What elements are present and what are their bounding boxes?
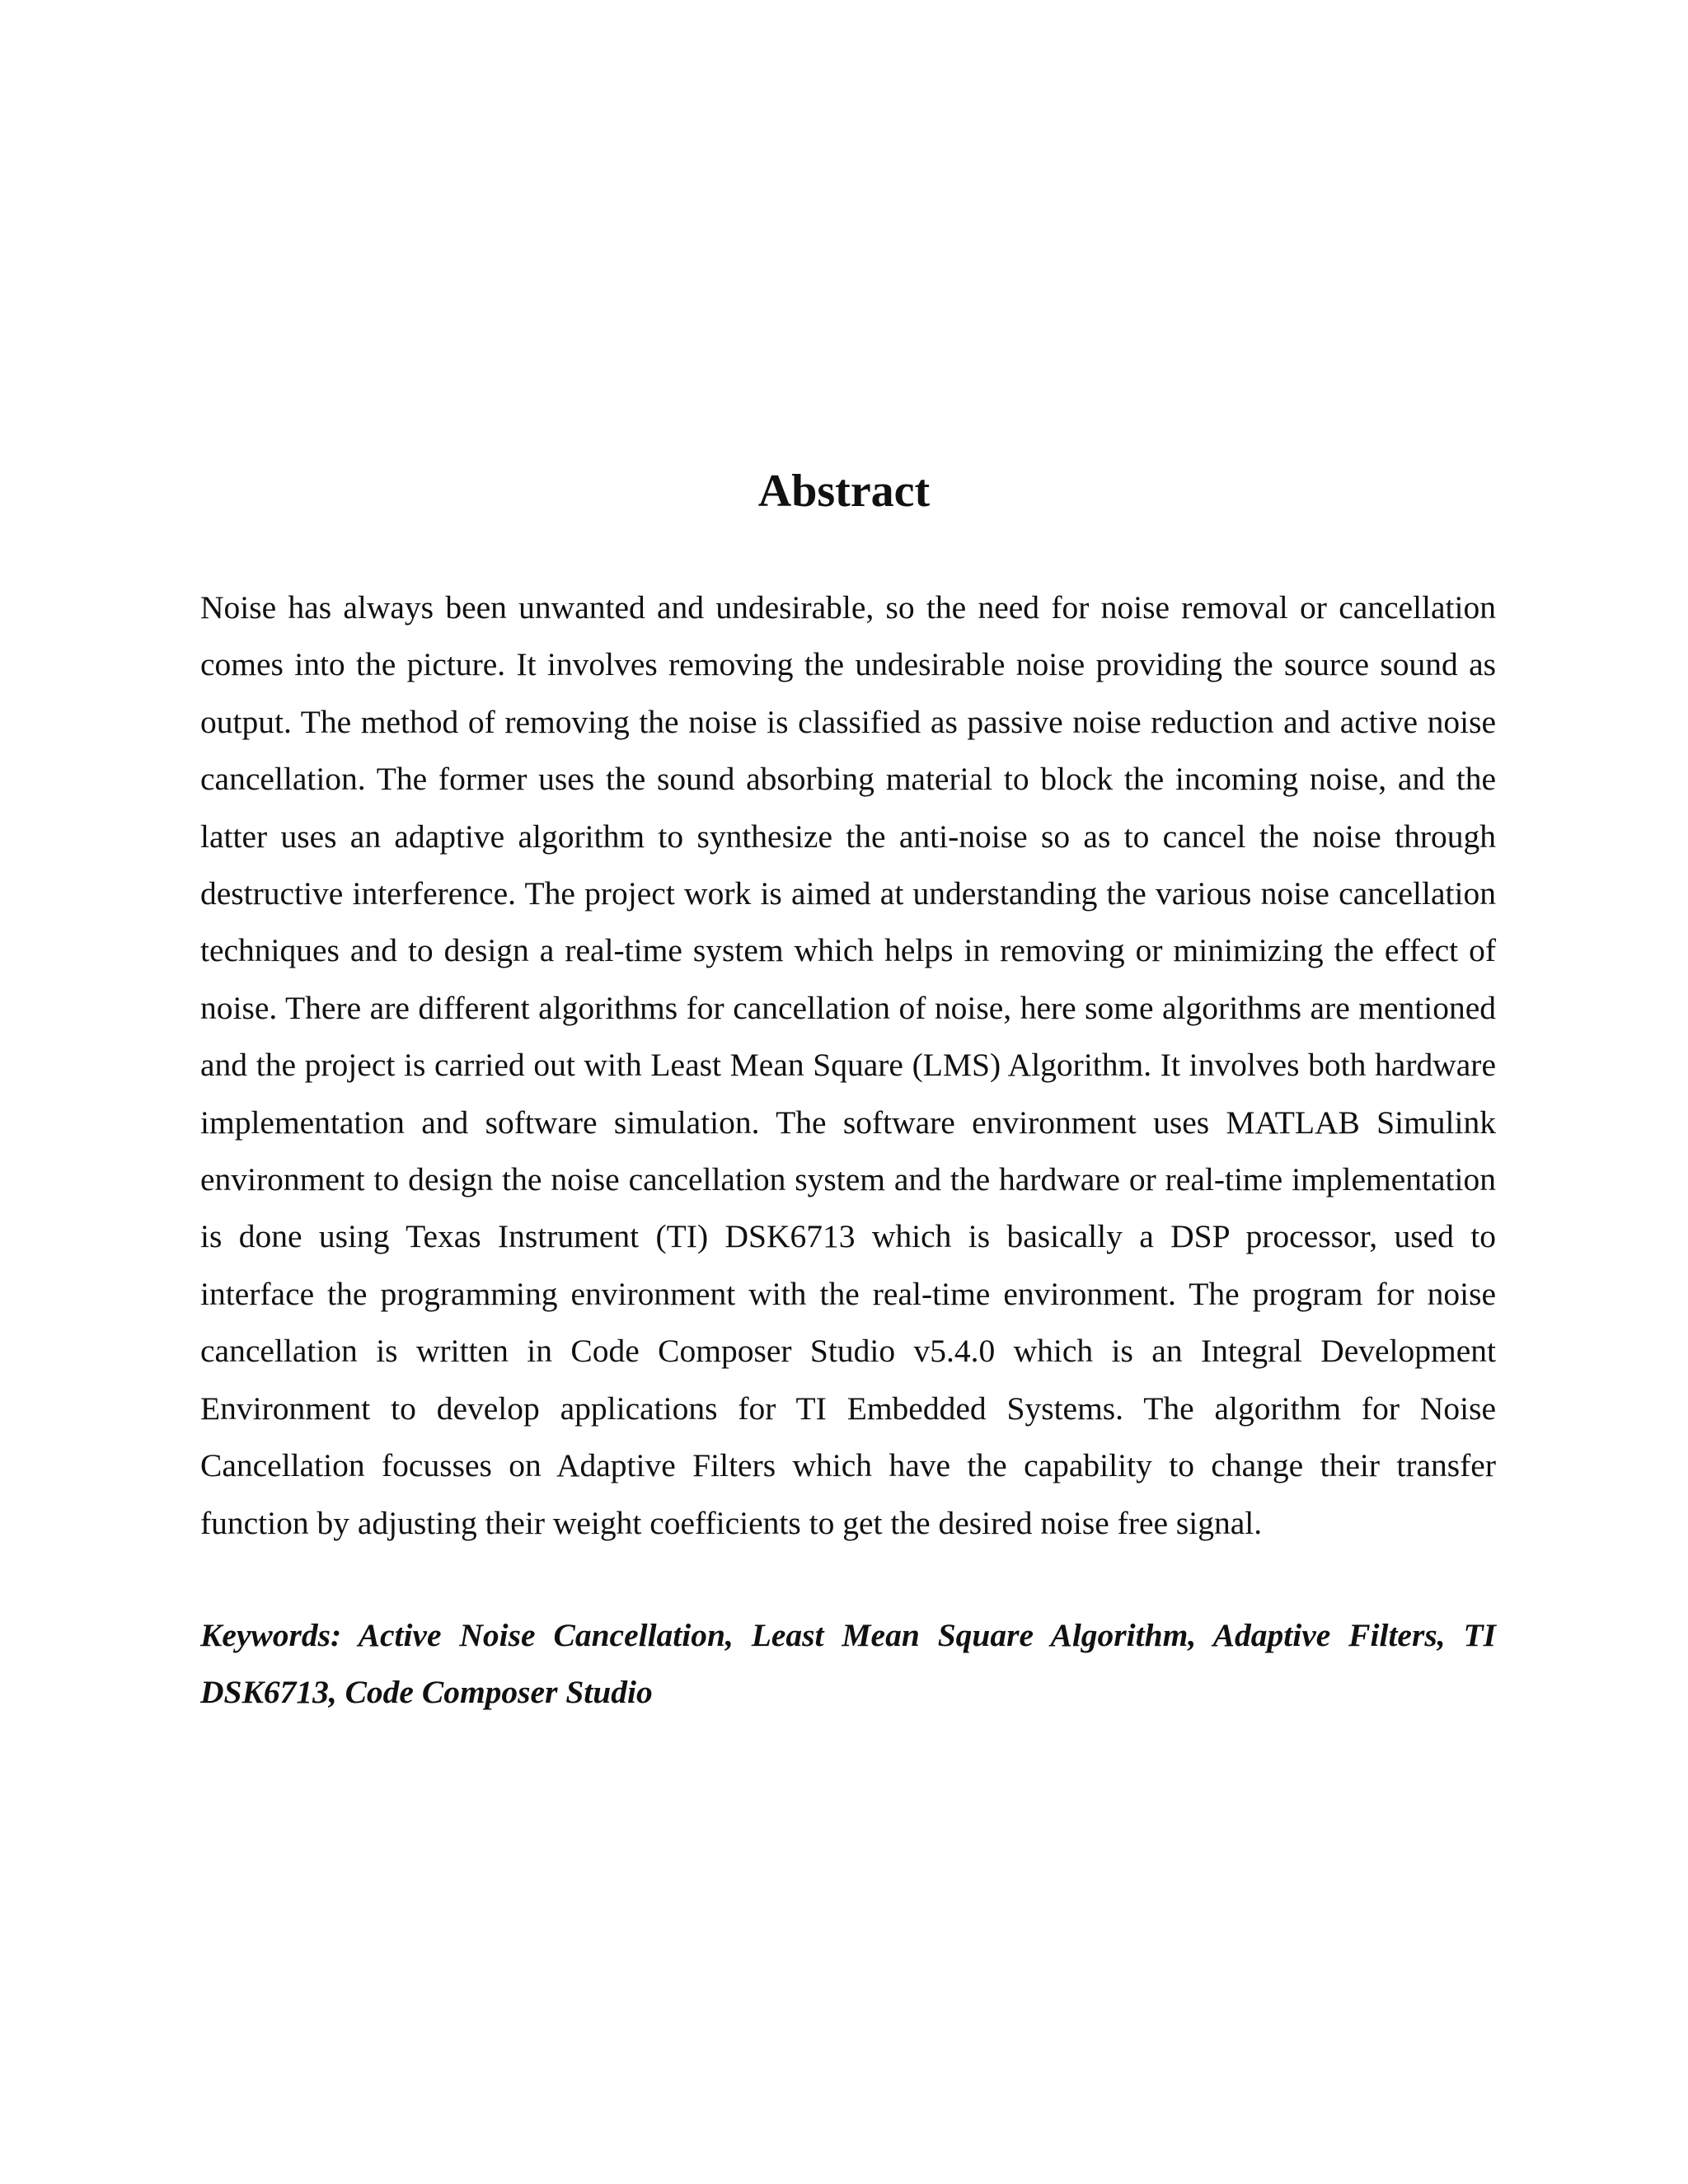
abstract-paragraph: Noise has always been unwanted and undesirable, so the need for noise removal or cancellation comes into the picture. It involves removing the undesirable noise providing the source sound as output. The method of removing the noise is classified as passive noise reduction and active noise cancellation. The former uses the sound absorbing material to block the incoming noise, and the latter uses an adaptive algorithm to synthesize the anti-noise so as to cancel the noise through destructive interference. The project work is aimed at understanding the various noise cancellation techniques and to design a real-time system which helps in removing or minimizing the effect of noise. There are different algorithms for cancellation of noise, here some algorithms are mentioned and the project is carried out with Least Mean Square (LMS) Algorithm. It involves both hardware implementation and software simulation. The software environment uses MATLAB Simulink environment to design the noise cancellation system and the hardware or real-time implementation is done using Texas Instrument (TI) DSK6713 which is basically a DSP processor, used to interface the programming environment with the real-time environment. The program for noise cancellation is written in Code Composer Studio v5.4.0 which is an Integral Development Environment to develop applications for TI Embedded Systems. The algorithm for Noise Cancellation focusses on Adaptive Filters which have the capability to change their transfer function by adjusting their weight coefficients to get the desired noise free signal. bbox=[200, 589, 1496, 1541]
page-title: Abstract bbox=[757, 466, 931, 517]
keywords-paragraph: Keywords: Active Noise Cancellation, Least Mean Square Algorithm, Adaptive Filters, TI DSK6713, Code Composer Studio bbox=[200, 1617, 1496, 1711]
